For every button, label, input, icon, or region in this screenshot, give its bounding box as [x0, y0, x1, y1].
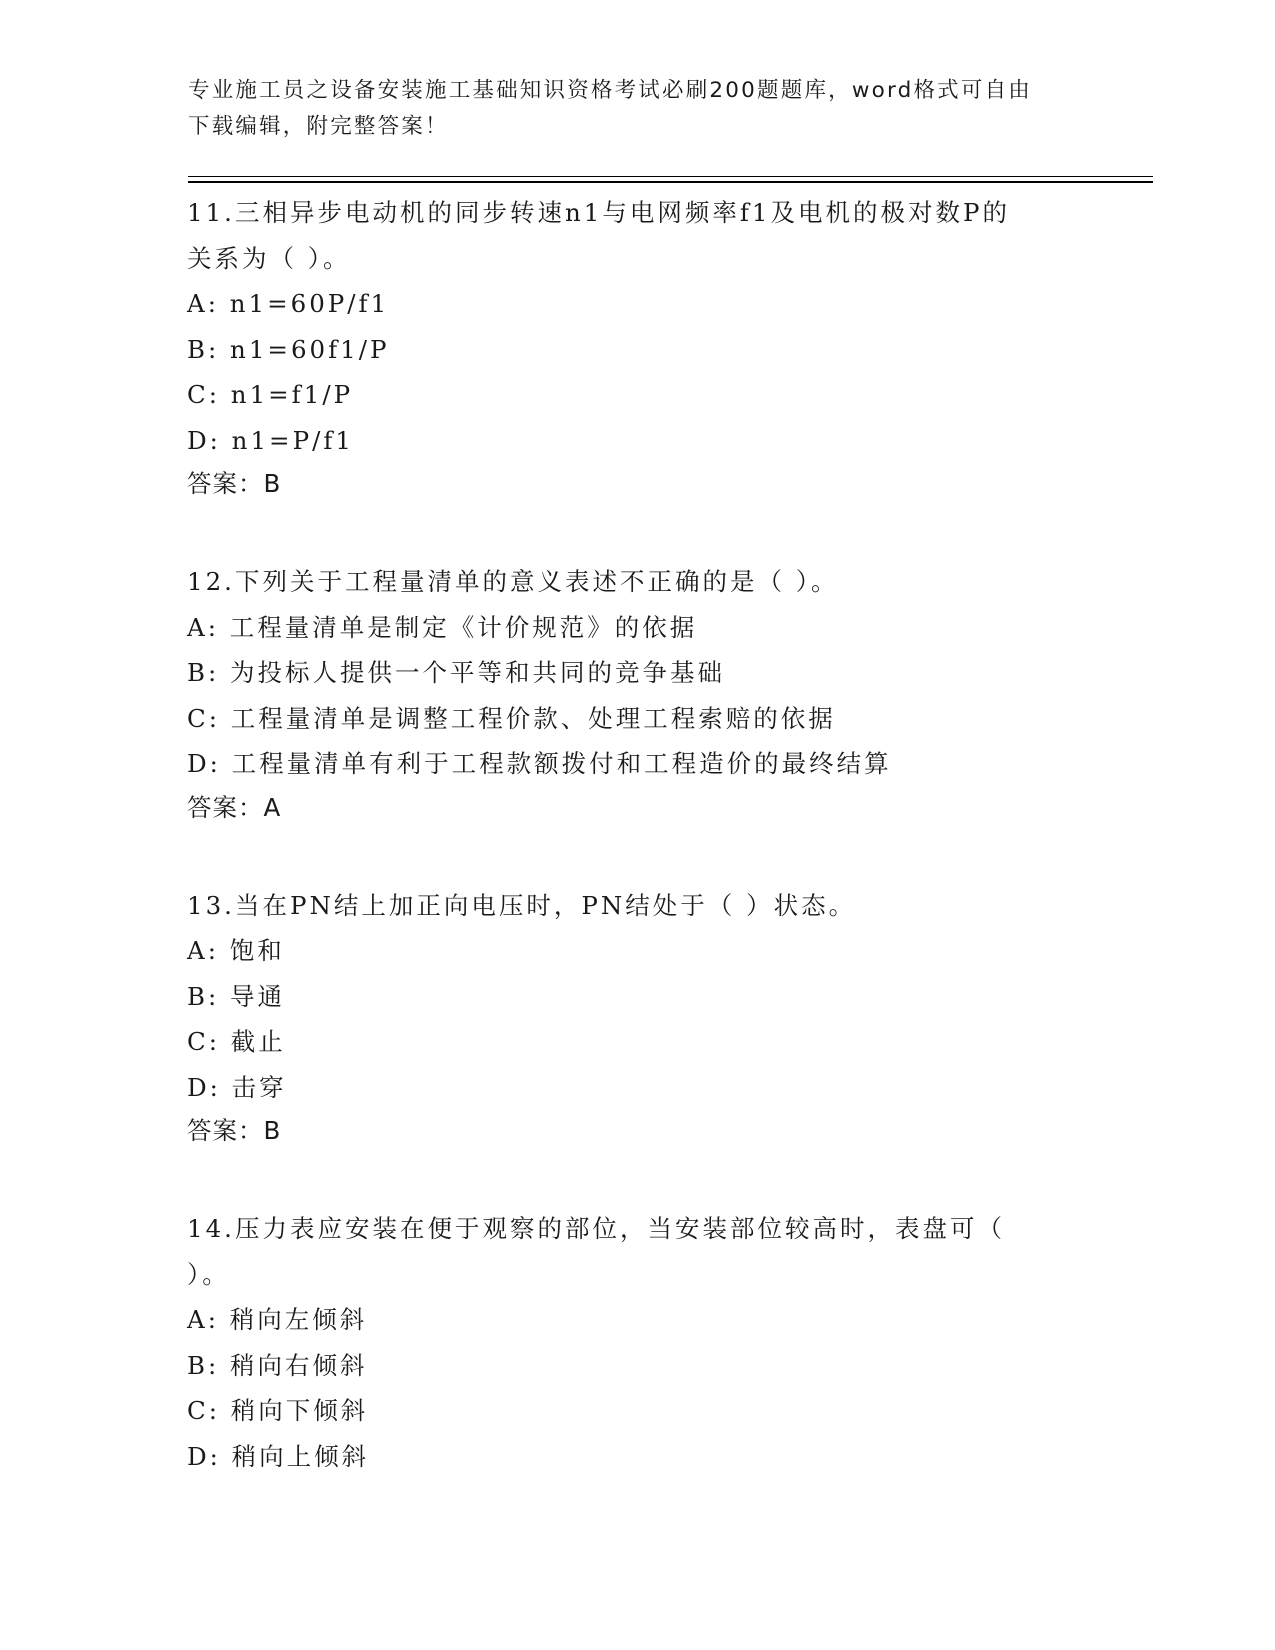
question-list — [187, 190, 1117, 1533]
option-a: A: n1=60P/f1 — [187, 289, 390, 318]
option-c: C: n1=f1/P — [187, 380, 354, 409]
question-14 — [187, 1206, 1117, 1479]
question-stem-line: 14.压力表应安装在便于观察的部位，当安装部位较高时，表盘可（ — [187, 1214, 1005, 1243]
header-line-1: 专业施工员之设备安装施工基础知识资格考试必刷200题题库，word格式可自由 — [188, 78, 1032, 103]
question-13 — [187, 883, 1117, 1153]
question-11 — [187, 190, 1117, 505]
question-stem-line: 12.下列关于工程量清单的意义表述不正确的是（ ）。 — [187, 567, 839, 596]
header-divider-thick — [188, 181, 1153, 183]
option-c: C: 稍向下倾斜 — [187, 1396, 369, 1425]
header-line-2: 下载编辑，附完整答案！ — [188, 114, 449, 139]
question-stem-line: 11.三相异步电动机的同步转速n1与电网频率f1及电机的极对数P的 — [187, 198, 1010, 227]
option-d: D: 工程量清单有利于工程款额拨付和工程造价的最终结算 — [187, 749, 892, 778]
option-b: B: 为投标人提供一个平等和共同的竞争基础 — [187, 658, 726, 687]
option-d: D: n1=P/f1 — [187, 425, 354, 455]
option-a: A: 饱和 — [187, 936, 285, 965]
option-b: B: n1=60f1/P — [187, 334, 390, 364]
question-12 — [187, 559, 1117, 829]
question-stem-line: 13.当在PN结上加正向电压时，PN结处于（ ）状态。 — [187, 890, 857, 920]
answer-line: 答案：B — [187, 1116, 282, 1145]
option-b: B: 导通 — [187, 981, 286, 1011]
option-c: C: 截止 — [187, 1027, 286, 1056]
header-divider-thin — [188, 176, 1153, 177]
option-d: D: 击穿 — [187, 1072, 287, 1102]
question-stem-line: 关系为（ ）。 — [187, 243, 351, 273]
document-header — [188, 73, 1068, 145]
answer-line: 答案：B — [187, 469, 282, 498]
question-stem-line: ）。 — [187, 1259, 230, 1289]
option-d: D: 稍向上倾斜 — [187, 1441, 370, 1471]
option-b: B: 稍向右倾斜 — [187, 1350, 368, 1380]
option-a: A: 工程量清单是制定《计价规范》的依据 — [187, 612, 698, 642]
option-a: A: 稍向左倾斜 — [187, 1305, 368, 1334]
answer-line: 答案：A — [187, 792, 282, 822]
option-c: C: 工程量清单是调整工程价款、处理工程索赔的依据 — [187, 703, 836, 733]
